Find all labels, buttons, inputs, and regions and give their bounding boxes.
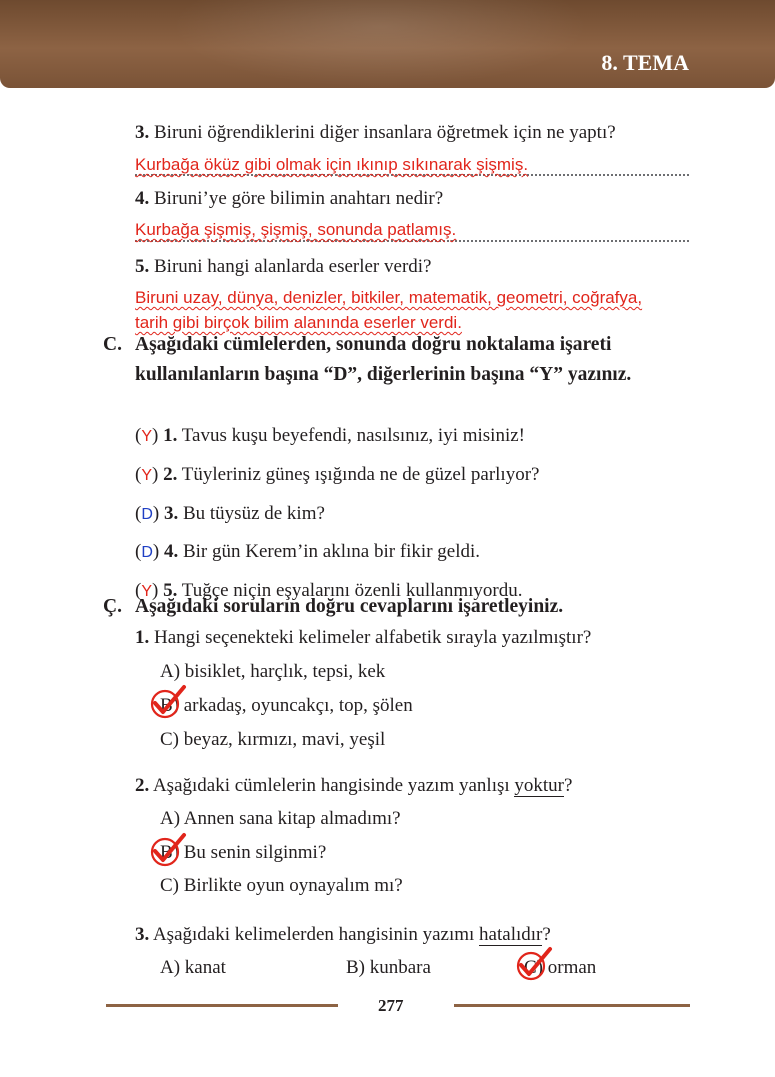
question-number: 5. — [135, 256, 150, 277]
answer-mark[interactable]: D — [141, 544, 153, 561]
section-c-instruction-line2: kullanılanların başına “D”, diğerlerinin başına “Y” yazınız. — [135, 364, 632, 385]
option-3a[interactable]: A) kanat — [160, 957, 226, 978]
emphasis-word: hatalıdır — [479, 924, 543, 945]
question-b3 — [135, 122, 616, 144]
selected-check-icon — [148, 684, 188, 720]
option-2a[interactable]: A) Annen sana kitap almadımı? — [160, 808, 401, 829]
section-instruction: Aşağıdaki cümlelerden, sonunda doğru noktalama işareti — [135, 334, 612, 355]
option-2c[interactable]: C) Birlikte oyun oynayalım mı? — [160, 875, 403, 896]
section-c-heading — [103, 334, 612, 356]
theme-title: 8. TEMA — [601, 50, 689, 75]
question-text: Biruni öğrendiklerini diğer insanlara öğretmek için ne yaptı? — [154, 122, 616, 143]
answer-text: Kurbağa öküz gibi olmak için ıkınıp sıkınarak şişmiş. — [135, 155, 529, 174]
answer-mark[interactable]: Y — [141, 583, 152, 600]
header-band — [0, 0, 775, 88]
header-sheen — [170, 0, 590, 88]
question-b4 — [135, 188, 443, 210]
item-number: 1. — [163, 425, 178, 446]
item-number: 5. — [163, 580, 178, 601]
answer-text: Biruni uzay, dünya, denizler, bitkiler, matematik, geometri, coğrafya, — [135, 288, 643, 307]
footer-rule-right — [454, 1004, 690, 1007]
item-text: Bu tüysüz de kim? — [182, 503, 325, 524]
answer-b4[interactable] — [135, 220, 456, 240]
c-item-5: (Y) 5. Tuğçe niçin eşyalarını özenli kullanmıyordu. — [135, 580, 523, 601]
answer-b5-line1[interactable] — [135, 288, 642, 308]
question-text: Biruni’ye göre bilimin anahtarı nedir? — [154, 188, 444, 209]
selected-check-icon — [148, 832, 188, 868]
answer-b5-line2[interactable] — [135, 313, 462, 333]
answer-b3[interactable] — [135, 155, 528, 175]
question-number: 3. — [135, 122, 150, 143]
emphasis-word: yoktur — [514, 775, 564, 796]
item-number: 3. — [163, 503, 179, 524]
option-1a[interactable]: A) bisiklet, harçlık, tepsi, kek — [160, 661, 386, 682]
selected-check-icon — [514, 946, 554, 982]
question-text: Biruni hangi alanlarda eserler verdi? — [154, 256, 432, 277]
page-number: 277 — [378, 996, 404, 1015]
answer-text: Kurbağa şişmiş, şişmiş, sonunda patlamış. — [135, 220, 457, 239]
question-number: 1. — [135, 627, 150, 648]
question-text: Aşağıdaki kelimelerden hangisinin yazımı — [152, 924, 475, 945]
question-text: Aşağıdaki cümlelerin hangisinde yazım yanlışı — [152, 775, 510, 796]
question-number: 3. — [135, 924, 150, 945]
item-text: Tuğçe niçin eşyalarını özenli kullanmıyordu. — [181, 580, 523, 601]
question-number: 2. — [135, 775, 150, 796]
option-3b[interactable]: B) kunbara — [346, 957, 431, 978]
question-cc2 — [135, 775, 572, 797]
item-text: Tavus kuşu beyefendi, nasılsınız, iyi misiniz! — [181, 425, 526, 446]
item-number: 2. — [163, 464, 178, 485]
answer-mark[interactable]: Y — [141, 467, 152, 484]
answer-mark[interactable]: Y — [141, 428, 152, 445]
question-b5 — [135, 256, 432, 278]
section-letter: Ç. — [103, 596, 122, 617]
question-mark: ? — [564, 775, 573, 796]
question-number: 4. — [135, 188, 150, 209]
option-1c[interactable]: C) beyaz, kırmızı, mavi, yeşil — [160, 729, 386, 750]
answer-text: tarih gibi birçok bilim alanında eserler verdi. — [135, 313, 462, 332]
section-instruction: Aşağıdaki soruların doğru cevaplarını işaretleyiniz. — [135, 596, 564, 617]
question-text: Hangi seçenekteki kelimeler alfabetik sırayla yazılmıştır? — [154, 627, 592, 648]
section-letter: C. — [103, 334, 122, 355]
question-cc3 — [135, 924, 551, 946]
item-text: Bir gün Kerem’in aklına bir fikir geldi. — [182, 541, 481, 562]
c-item-2: (Y) 2. Tüyleriniz güneş ışığında ne de güzel parlıyor? — [135, 464, 540, 485]
c-item-1: (Y) 1. Tavus kuşu beyefendi, nasılsınız, iyi misiniz! — [135, 425, 526, 446]
c-item-3: (D) 3. Bu tüysüz de kim? — [135, 503, 325, 524]
item-text: Tüyleriniz güneş ışığında ne de güzel parlıyor? — [181, 464, 540, 485]
option-1b[interactable]: B) arkadaş, oyuncakçı, top, şölen — [160, 695, 413, 716]
option-3c[interactable]: C) orman — [524, 957, 597, 978]
footer-rule-left — [106, 1004, 338, 1007]
question-cc1 — [135, 627, 591, 649]
section-cc-heading — [103, 596, 564, 618]
question-mark: ? — [542, 924, 551, 945]
c-item-4: (D) 4. Bir gün Kerem’in aklına bir fikir geldi. — [135, 541, 481, 562]
option-2b[interactable]: B) Bu senin silginmi? — [160, 842, 327, 863]
answer-mark[interactable]: D — [141, 506, 153, 523]
item-number: 4. — [163, 541, 179, 562]
